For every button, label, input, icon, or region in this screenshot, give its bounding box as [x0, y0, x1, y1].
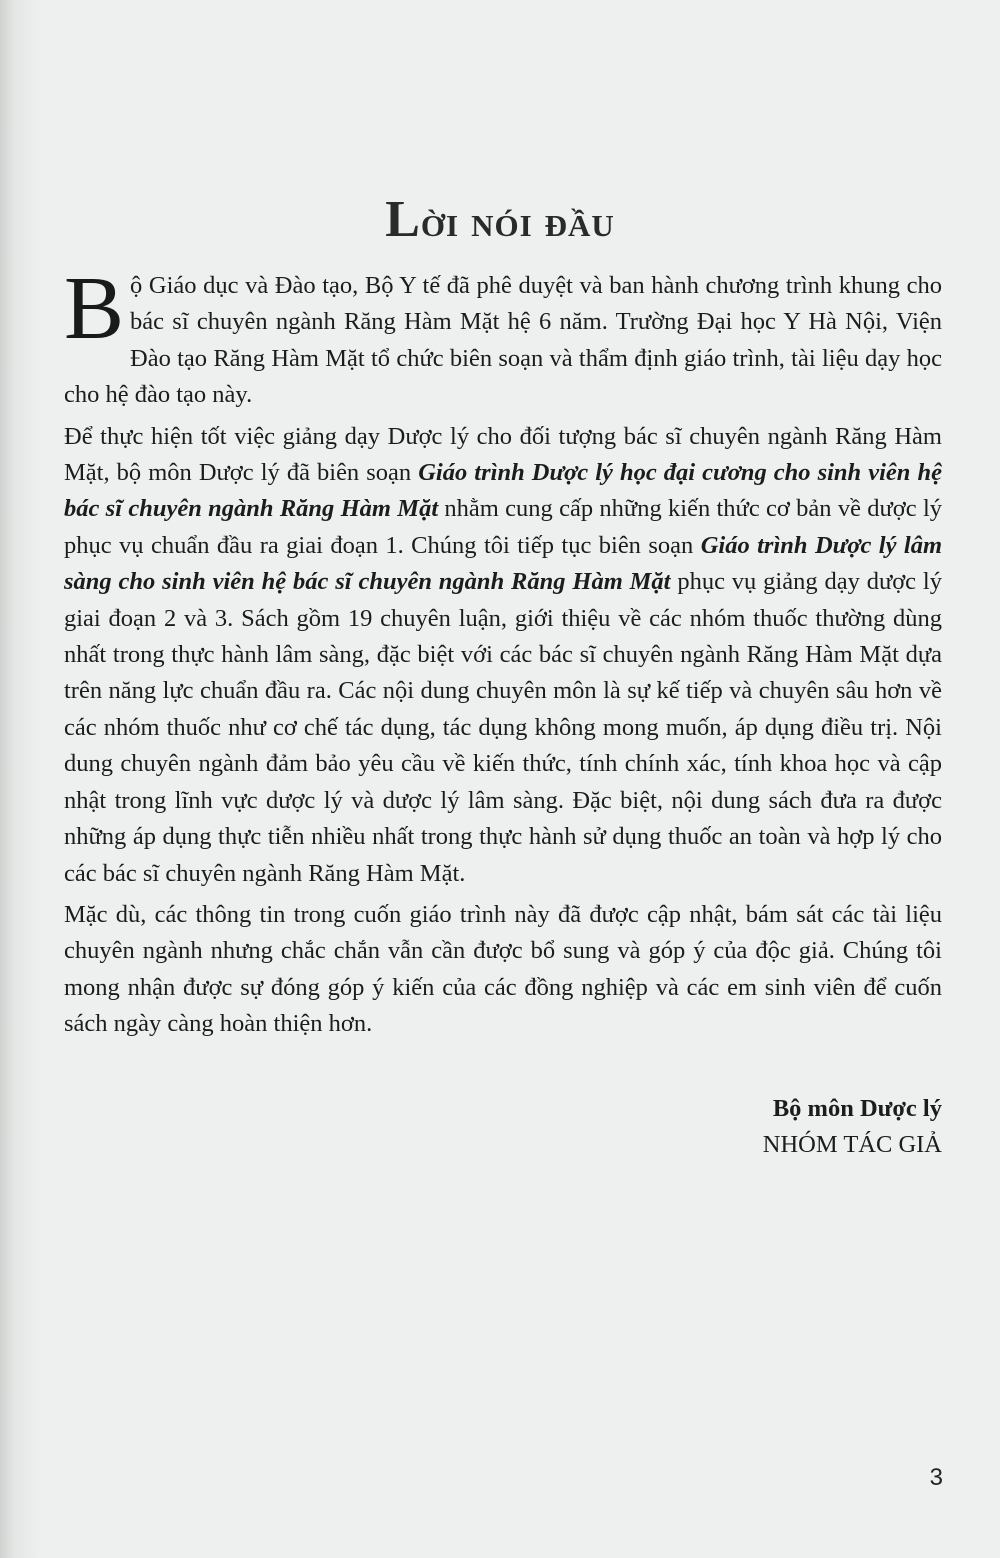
book-title-clinical: Giáo trình Dược lý lâm sàng cho sinh viên hệ bác sĩ chuyên ngành Răng Hàm Mặt	[64, 531, 942, 596]
paragraph-3-text: Mặc dù, các thông tin trong cuốn giáo trình này đã được cập nhật, bám sát các tài liệu chuyên ngành nhưng chắc chắn vẫn cần được bổ sung và góp ý của độc giả. Chúng tôi mong nhận được sự đóng góp ý kiến của các đồng nghiệp và các em sinh viên để cuốn sách ngày càng hoàn thiện hơn.	[64, 900, 942, 1038]
drop-cap: B	[64, 259, 125, 358]
paragraph-2-part-3: phục vụ giảng dạy dược lý giai đoạn 2 và 3. Sách gồm 19 chuyên luận, giới thiệu về các nhóm thuốc thường dùng nhất trong thực hành lâm sàng, đặc biệt với các bác sĩ chuyên ngành Răng Hàm Mặt dựa trên năng lực chuẩn đầu ra. Các nội dung chuyên môn là sự kế tiếp và chuyên sâu hơn về các nhóm thuốc như cơ chế tác dụng, tác dụng không mong muốn, áp dụng điều trị. Nội dung chuyên ngành đảm bảo yêu cầu về kiến thức, tính chính xác, tính khoa học và cập nhật trong lĩnh vực dược lý và dược lý lâm sàng. Đặc biệt, nội dung sách đưa ra được những áp dụng thực tiễn nhiều nhất trong thực hành sử dụng thuốc an toàn và hợp lý cho các bác sĩ chuyên ngành Răng Hàm Mặt.	[64, 568, 942, 887]
paragraph-2-part-1: Để thực hiện tốt việc giảng dạy Dược lý cho đối tượng bác sĩ chuyên ngành Răng Hàm Mặt, bộ môn Dược lý đã biên soạn	[64, 422, 942, 487]
signature-authors: NHÓM TÁC GIẢ	[762, 1131, 942, 1158]
page-number: 3	[929, 1464, 943, 1491]
book-title-general: Giáo trình Dược lý học đại cương cho sinh viên hệ bác sĩ chuyên ngành Răng Hàm Mặt	[64, 459, 942, 523]
paragraph-2	[64, 419, 942, 892]
signature-department: Bộ môn Dược lý	[772, 1095, 942, 1122]
paragraph-1-text: ộ Giáo dục và Đào tạo, Bộ Y tế đã phê duyệt và ban hành chương trình khung cho bác sĩ chuyên ngành Răng Hàm Mặt hệ 6 năm. Trường Đại học Y Hà Nội, Viện Đào tạo Răng Hàm Mặt tổ chức biên soạn và thẩm định giáo trình, tài liệu dạy học cho hệ đào tạo này.	[64, 272, 942, 409]
preface-body	[64, 259, 943, 1048]
title-initial: L	[385, 191, 421, 248]
paragraph-1	[64, 259, 942, 414]
paragraph-2-part-2: nhằm cung cấp những kiến thức cơ bản về dược lý phục vụ chuẩn đầu ra giai đoạn 1. Chúng tôi tiếp tục biên soạn	[64, 495, 943, 559]
title-rest: ời nói đầu	[420, 197, 615, 246]
paragraph-3	[64, 897, 942, 1043]
page-title	[0, 190, 1000, 249]
signature-block	[763, 1091, 942, 1163]
